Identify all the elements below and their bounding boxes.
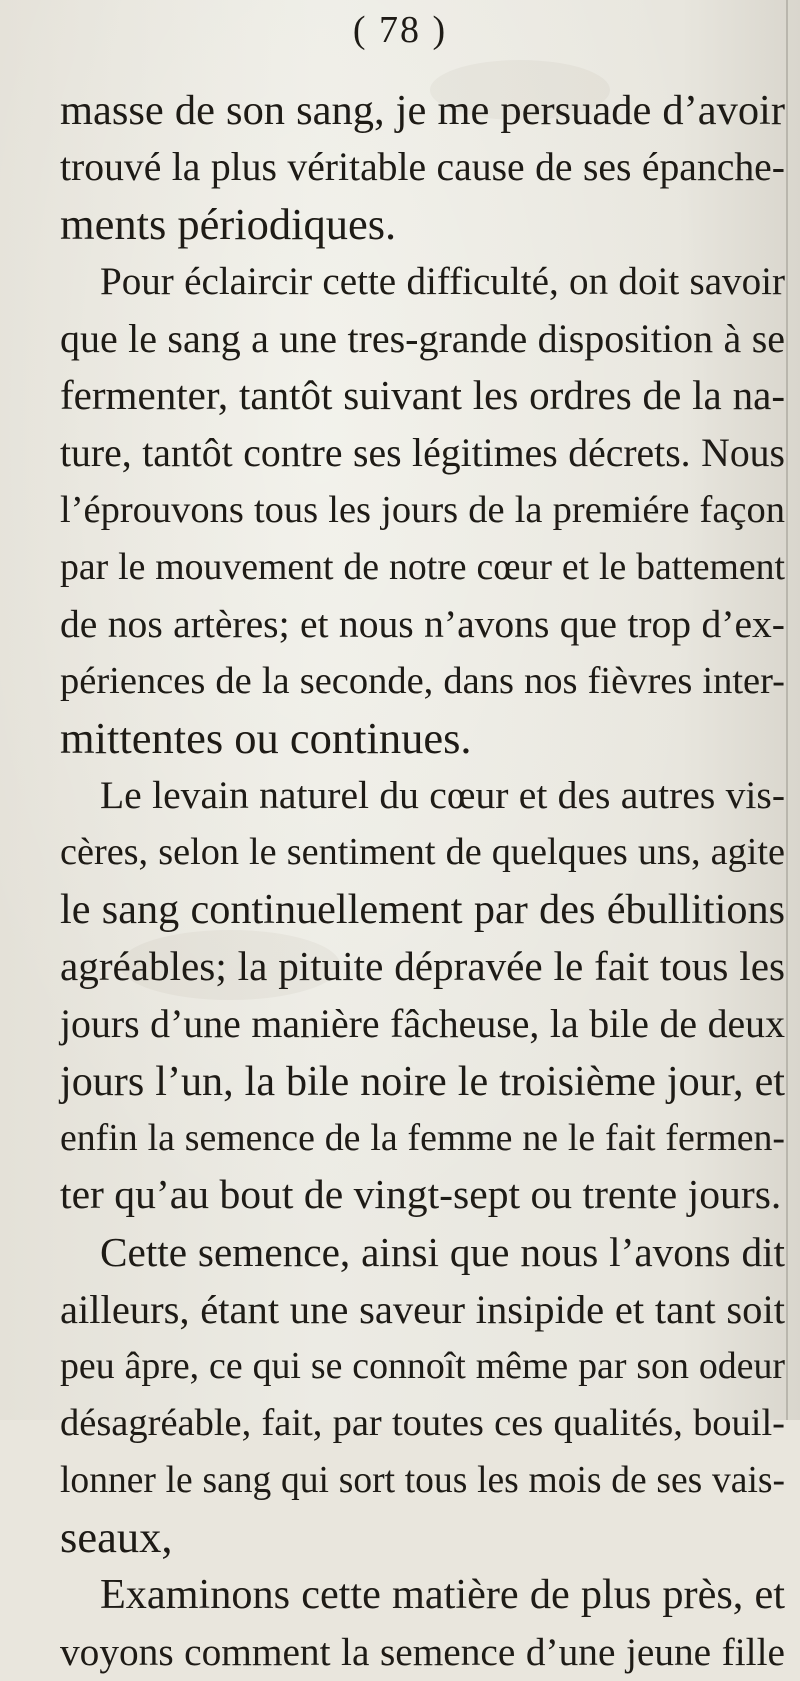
text-line: le sang continuellement par des ébullitions: [60, 886, 785, 934]
text-line: l’éprouvons tous les jours de la premiére façon: [60, 488, 785, 531]
text-line: Examinons cette matière de plus près, et: [100, 1571, 785, 1619]
text-line: ter qu’au bout de vingt-sept ou trente jours.: [60, 1171, 782, 1218]
text-line: Pour éclaircir cette difficulté, on doit savoir: [100, 260, 785, 304]
text-line: enfin la semence de la femme ne le fait fermen-: [60, 1116, 785, 1159]
text-line: agréables; la pituite dépravée le fait tous les: [60, 943, 785, 990]
text-line: trouvé la plus véritable cause de ses épanche-: [60, 145, 785, 190]
text-line: peu âpre, ce qui se connoît même par son odeur: [60, 1345, 785, 1388]
text-line: seaux,: [60, 1512, 173, 1563]
text-line: périences de la seconde, dans nos fièvres inter-: [60, 659, 785, 702]
text-line: que le sang a une tres-grande disposition à se: [60, 316, 785, 362]
text-line: Le levain naturel du cœur et des autres vis-: [100, 773, 785, 818]
text-line: lonner le sang qui sort tous les mois de ses vais-: [60, 1460, 785, 1502]
text-line: masse de son sang, je me persuade d’avoir: [60, 87, 785, 134]
text-line: voyons comment la semence d’une jeune fille: [60, 1629, 785, 1674]
text-line: désagréable, fait, par toutes ces qualités, bouil-: [60, 1402, 785, 1445]
text-line: ture, tantôt contre ses légitimes décrets. Nous: [60, 430, 785, 475]
text-line: fermenter, tantôt suivant les ordres de la na-: [60, 372, 785, 419]
text-line: jours l’un, la bile noire le troisième jour, et: [60, 1057, 785, 1105]
page-edge: [786, 0, 788, 1420]
text-line: ailleurs, étant une saveur insipide et tant soit: [60, 1286, 785, 1332]
text-line: par le mouvement de notre cœur et le battement: [60, 545, 785, 588]
text-line: Cette semence, ainsi que nous l’avons dit: [100, 1228, 785, 1275]
text-line: ments périodiques.: [60, 199, 397, 250]
text-line: jours d’une manière fâcheuse, la bile de deux: [60, 1001, 785, 1046]
body-text: [60, 82, 785, 1681]
text-line: mittentes ou continues.: [60, 713, 472, 764]
text-line: de nos artères; et nous n’avons que trop d’ex-: [60, 601, 785, 646]
page-number: ( 78 ): [352, 9, 448, 51]
text-line: cères, selon le sentiment de quelques uns, agite: [60, 831, 785, 874]
